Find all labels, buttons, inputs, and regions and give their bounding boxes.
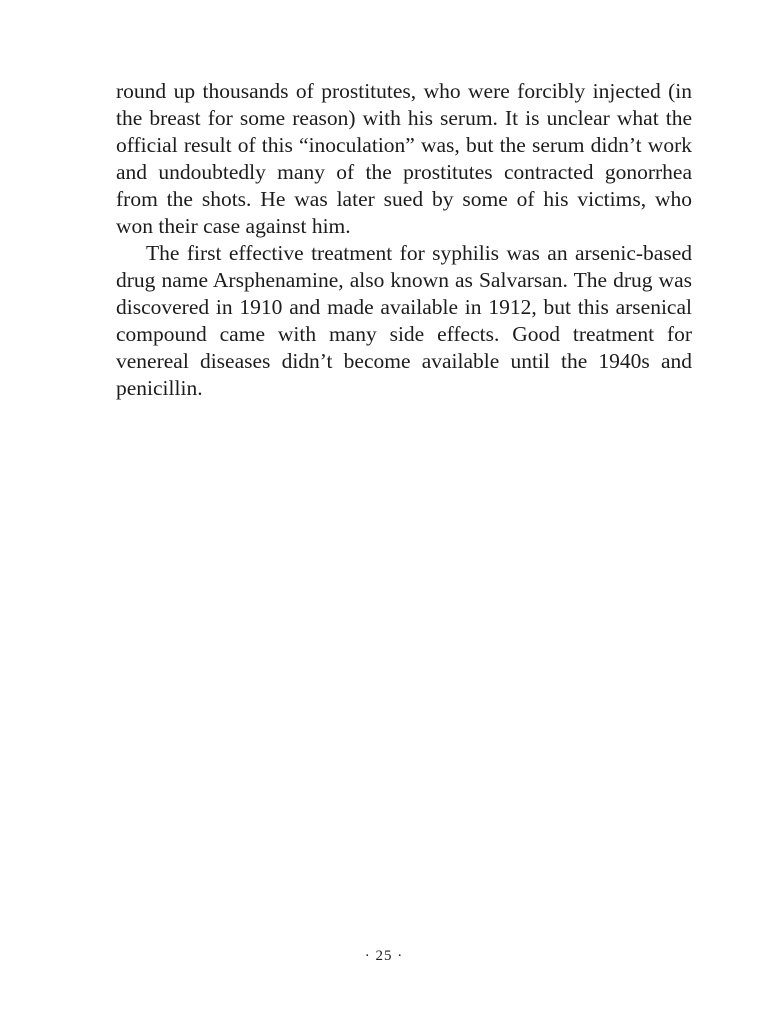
page-number: · 25 · [364, 948, 404, 964]
paragraph-syphilis-treatment: The first effective treatment for syphilis was an arsenic-based drug name Arsphenamine, also known as Salvarsan. The drug was discovered in 1910 and made available in 1912, but this arsenical compound came with many side effects. Good treatment for venereal diseases didn’t become available until the 1940s and penicillin. [116, 241, 692, 400]
paragraph-continuation: round up thousands of prostitutes, who were forcibly injected (in the breast for some reason) with his serum. It is unclear what the official result of this “inoculation” was, but the serum didn’t work and undoubtedly many of the prostitutes contracted gonorrhea from the shots. He was later sued by some of his victims, who won their case against him. [116, 79, 692, 238]
body-text [116, 78, 692, 402]
